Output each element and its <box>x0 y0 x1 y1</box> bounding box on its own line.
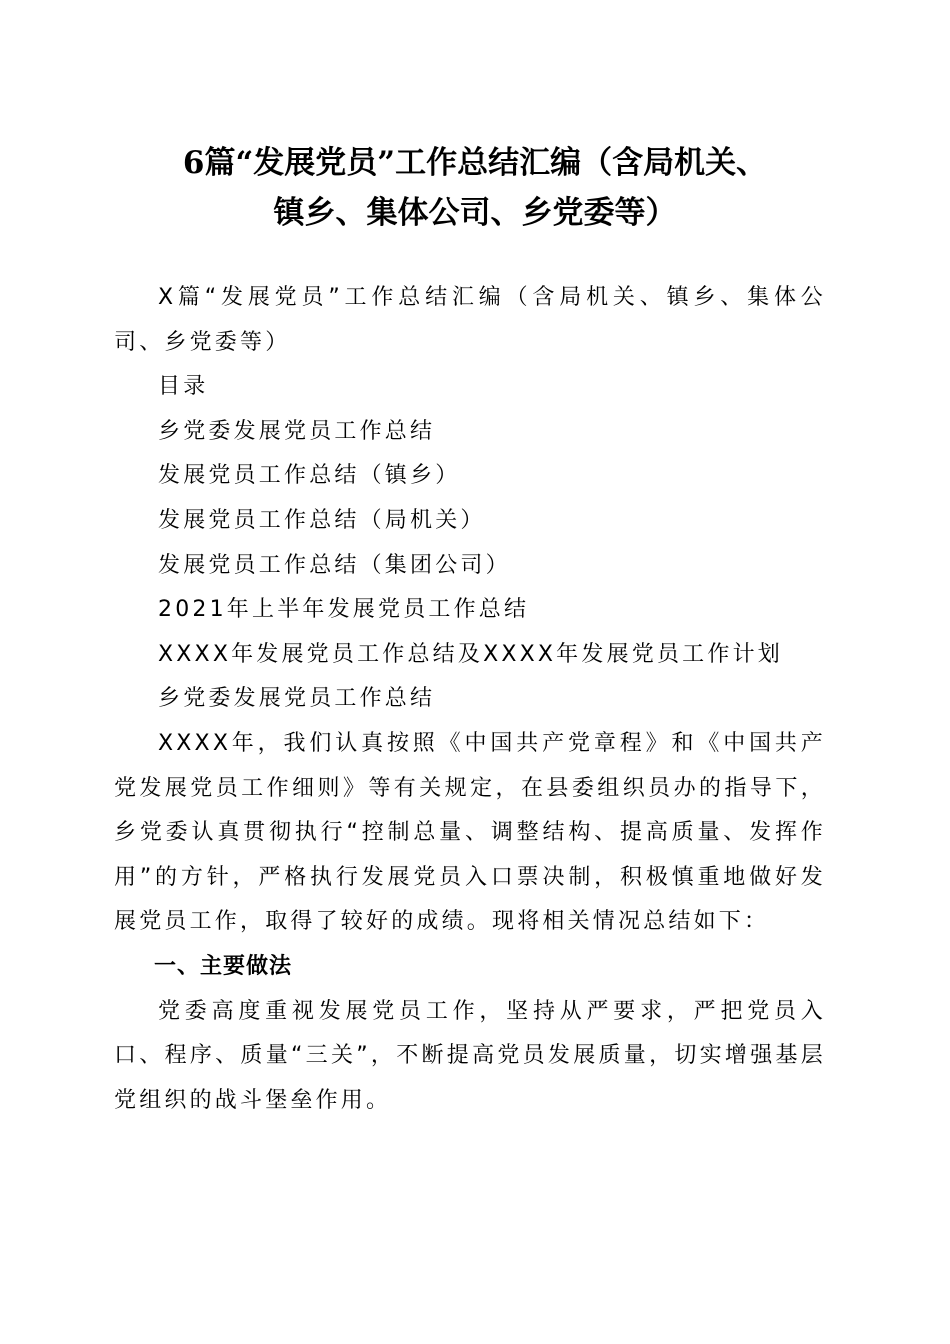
toc-item: 乡党委发展党员工作总结 <box>158 418 436 444</box>
toc-item: 发展党员工作总结（镇乡） <box>158 463 461 489</box>
document-body <box>114 276 826 1123</box>
toc-item: 发展党员工作总结（集团公司） <box>158 552 511 578</box>
section-heading: 一、主要做法 <box>154 953 293 979</box>
document-title <box>100 138 850 238</box>
body-paragraph: 党委高度重视发展党员工作，坚持从严要求，严把党员入口、程序、质量“三关”，不断提高党员发展质量，切实增强基层党组织的战斗堡垒作用。 <box>114 998 826 1113</box>
intro-paragraph: XXXX年，我们认真按照《中国共产党章程》和《中国共产党发展党员工作细则》等有关规定，在县委组织员办的指导下，乡党委认真贯彻执行“控制总量、调整结构、提高质量、发挥作用”的方针，严格执行发展党员入口票决制，积极慎重地做好发展党员工作，取得了较好的成绩。现将相关情况总结如下： <box>114 730 826 935</box>
toc-item: 2021年上半年发展党员工作总结 <box>158 597 530 623</box>
toc-label: 目录 <box>158 374 209 400</box>
title-line-2: 镇乡、集体公司、乡党委等） <box>273 195 677 231</box>
subtitle-paragraph: X篇“发展党员”工作总结汇编（含局机关、镇乡、集体公司、乡党委等） <box>114 285 826 355</box>
title-line-1: 6篇“发展党员”工作总结汇编（含局机关、 <box>182 145 768 181</box>
toc-item: XXXX年发展党员工作总结及XXXX年发展党员工作计划 <box>158 641 783 667</box>
toc-item: 发展党员工作总结（局机关） <box>158 507 486 533</box>
section-title: 乡党委发展党员工作总结 <box>158 686 436 712</box>
